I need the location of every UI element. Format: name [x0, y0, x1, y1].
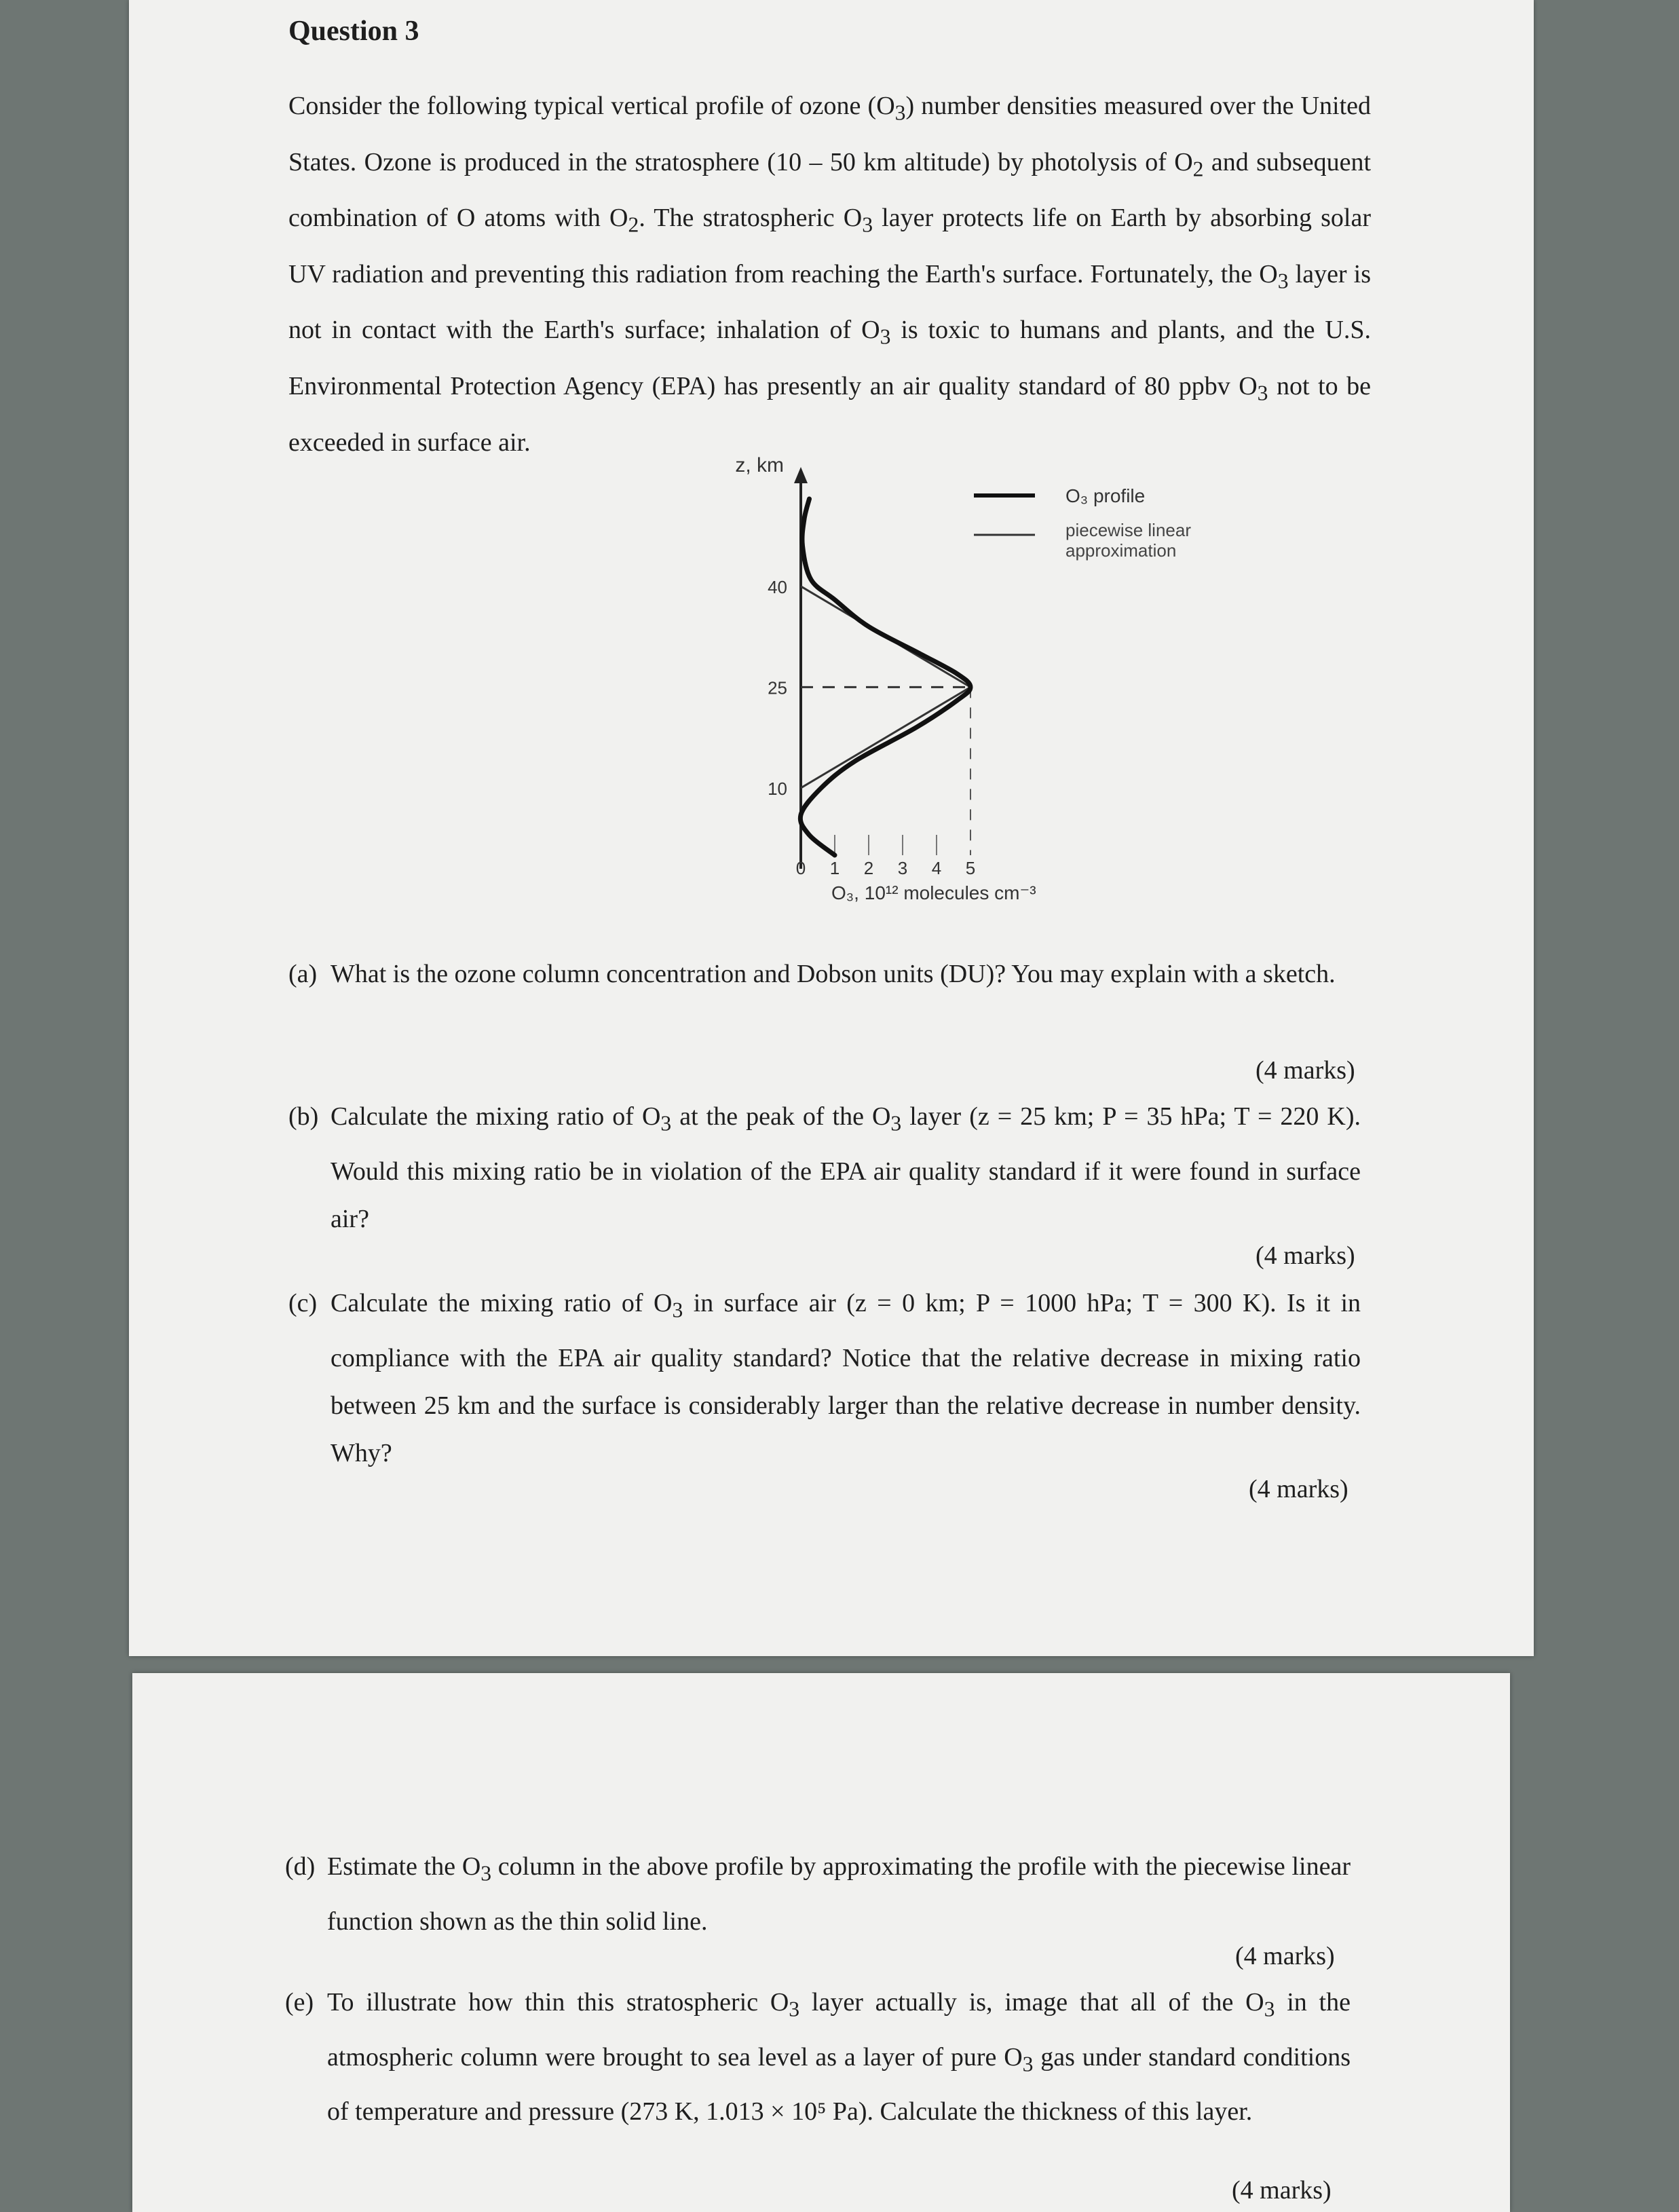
y-axis-arrow	[794, 467, 808, 483]
part-b-text: Calculate the mixing ratio of $O_3$ at the peak of the $O_3$ layer (z = 25 km; P = 35 hPa; T = 220 K). Would this mixing ratio be in violation of the EPA air quality standard if it were found in surface air?	[331, 1102, 1361, 1233]
ozone-profile-chart	[692, 448, 1222, 923]
question-part-e	[285, 1979, 1351, 2135]
x-tick-label: 3	[897, 858, 908, 878]
y-tick-label: 10	[768, 778, 787, 799]
part-b-marks: (4 marks)	[1256, 1241, 1355, 1270]
part-d-label: (d)	[285, 1852, 316, 1881]
legend-label-linear: piecewise linear approximation	[1065, 520, 1191, 561]
part-b-label: (b)	[288, 1102, 319, 1131]
y-tick-label: 25	[768, 677, 787, 698]
x-axis-label: O₃, 10¹² molecules cm⁻³	[831, 882, 1036, 903]
part-a-marks: (4 marks)	[1256, 1056, 1355, 1085]
question-part-c	[288, 1279, 1361, 1477]
question-part-d	[285, 1843, 1351, 1945]
y-axis-label: z, km	[735, 454, 784, 476]
page-2	[132, 1673, 1510, 2212]
part-d-marks: (4 marks)	[1235, 1942, 1335, 1970]
part-c-marks: (4 marks)	[1249, 1475, 1348, 1503]
question-title: Question 3	[288, 16, 419, 47]
y-tick-label: 40	[768, 576, 787, 597]
part-e-marks: (4 marks)	[1232, 2176, 1332, 2205]
legend	[974, 485, 1196, 561]
legend-label-profile: O₃ profile	[1065, 485, 1146, 506]
ozone-profile-curve	[800, 499, 970, 855]
part-e-text: To illustrate how thin this stratospheric $O_3$ layer actually is, image that all of the $O_3$ in the atmospheric column were brought to sea level as a layer of pure $O_3$ gas under standard conditions of temperature and pressure (273 K, 1.013 × 10⁵ Pa). Calculate the thickness of this layer.	[327, 1988, 1351, 2126]
intro-paragraph: Consider the following typical vertical profile of ozone $(O_3)$ number densities measured over the United States. Ozone is produced in the stratosphere (10 – 50 km altitude) by photolysis of $O_2$ and subsequent combination of O atoms with $O_2$. The stratospheric $O_3$ layer protects life on Earth by absorbing solar UV radiation and preventing this radiation from reaching the Earth's surface. Fortunately, the $O_3$ layer is not in contact with the Earth's surface; inhalation of $O_3$ is toxic to humans and plants, and the U.S. Environmental Protection Agency (EPA) has presently an air quality standard of 80 ppbv $O_3$ not to be exceeded in surface air.	[288, 92, 1372, 457]
x-tick-label: 0	[795, 858, 806, 878]
part-a-label: (a)	[288, 960, 318, 988]
question-part-b	[288, 1093, 1361, 1243]
part-e-label: (e)	[285, 1988, 314, 2017]
x-tick-label: 2	[863, 858, 874, 878]
part-c-label: (c)	[288, 1289, 318, 1317]
page-1	[129, 0, 1534, 1656]
x-tick-label: 4	[931, 858, 942, 878]
question-part-a	[288, 950, 1361, 998]
x-tick-label: 1	[829, 858, 840, 878]
x-tick-label: 5	[965, 858, 976, 878]
part-d-text: Estimate the $O_3$ column in the above profile by approximating the profile with the piecewise linear function shown as the thin solid line.	[327, 1852, 1351, 1936]
part-c-text: Calculate the mixing ratio of $O_3$ in surface air (z = 0 km; P = 1000 hPa; T = 300 K). Is it in compliance with the EPA air quality standard? Notice that the relative decrease in mixing ratio between 25 km and the surface is considerably larger than the relative decrease in number density. Why?	[331, 1289, 1361, 1467]
part-a-text: What is the ozone column concentration and Dobson units (DU)? You may explain with a sketch.	[331, 960, 1336, 988]
